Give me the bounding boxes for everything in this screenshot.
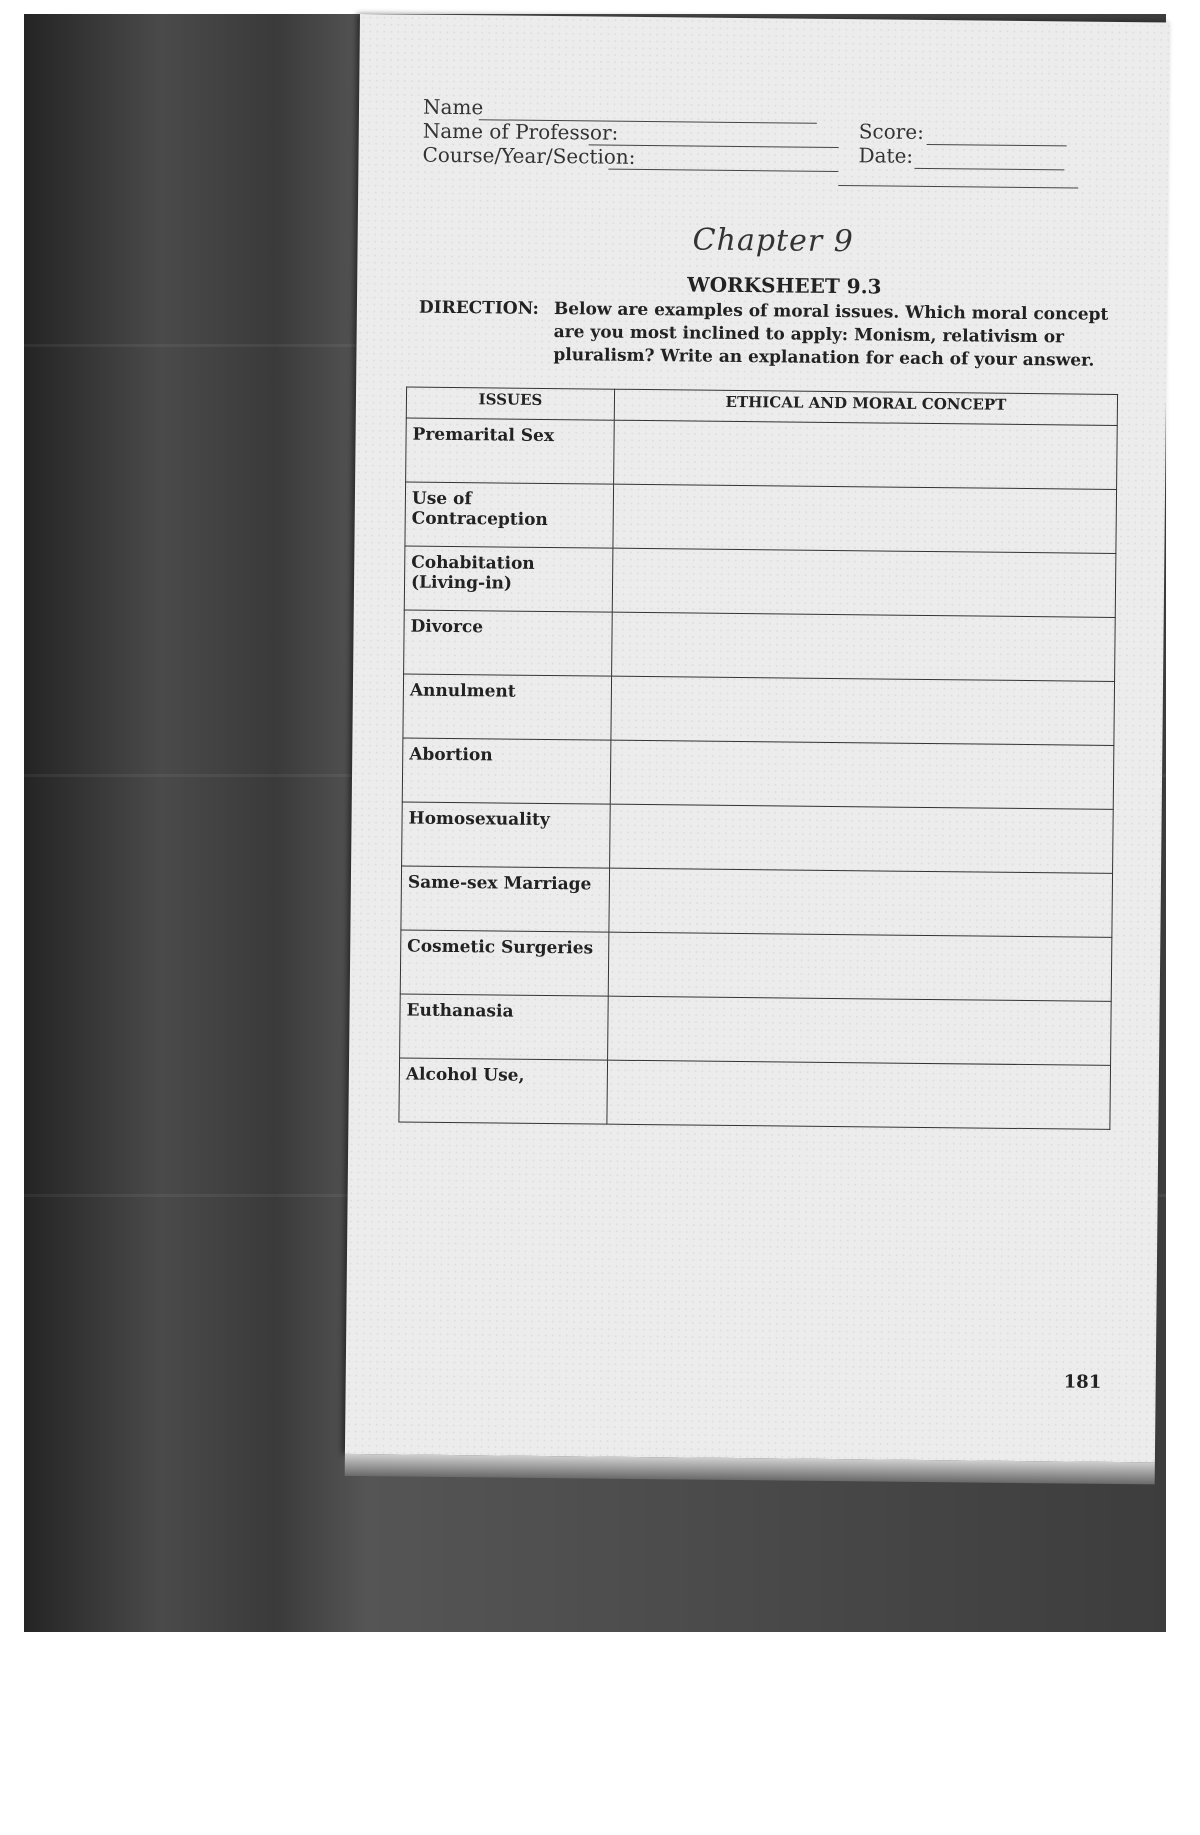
direction-block — [418, 297, 1109, 373]
issue-cell: Cosmetic Surgeries — [400, 930, 609, 996]
course-line — [608, 169, 838, 172]
table-row — [404, 546, 1116, 617]
answer-cell[interactable] — [611, 676, 1115, 745]
course-label: Course/Year/Section: — [422, 142, 636, 169]
worksheet-title: WORKSHEET 9.3 — [687, 272, 882, 299]
issue-cell: Use of Contraception — [405, 482, 614, 548]
answer-cell[interactable] — [613, 484, 1117, 553]
table-row — [404, 610, 1116, 681]
date-line — [914, 168, 1064, 171]
issue-cell: Alcohol Use, — [399, 1058, 608, 1124]
handwritten-note: Chapter 9 — [692, 222, 854, 260]
table-row — [401, 866, 1113, 937]
issues-header: ISSUES — [406, 387, 614, 420]
table-row — [405, 482, 1117, 553]
table-row — [399, 1058, 1111, 1129]
table-row — [406, 418, 1118, 489]
answer-cell[interactable] — [612, 612, 1116, 681]
answer-cell[interactable] — [607, 1060, 1111, 1129]
issue-cell: Annulment — [403, 674, 612, 740]
date-label: Date: — [858, 143, 914, 168]
table-row — [402, 802, 1114, 873]
answer-cell[interactable] — [610, 804, 1114, 873]
direction-text: Below are examples of moral issues. Which moral concept are you most inclined to apply: Monism, relativism or pluralism? Write an explanation for each of your answer. — [553, 299, 1109, 371]
issue-cell: Premarital Sex — [406, 418, 615, 484]
score-line — [927, 144, 1067, 146]
score-label: Score: — [858, 119, 924, 144]
name-label: Name — [422, 94, 484, 120]
answer-cell[interactable] — [608, 932, 1112, 1001]
answer-cell[interactable] — [614, 420, 1118, 489]
table-row — [403, 674, 1115, 745]
answer-cell[interactable] — [609, 868, 1113, 937]
direction-label: DIRECTION: — [418, 297, 539, 319]
table-row — [400, 930, 1112, 1001]
issue-cell: Same-sex Marriage — [401, 866, 610, 932]
table-row — [400, 994, 1112, 1065]
issue-cell: Abortion — [402, 738, 611, 804]
issue-cell: Euthanasia — [400, 994, 609, 1060]
page-number: 181 — [1063, 1371, 1102, 1393]
issue-cell: Cohabitation (Living-in) — [404, 546, 613, 612]
worksheet-page — [345, 14, 1170, 1462]
issues-table — [398, 387, 1118, 1130]
extra-line — [838, 185, 1078, 189]
issue-cell: Homosexuality — [402, 802, 611, 868]
issue-cell: Divorce — [404, 610, 613, 676]
answer-cell[interactable] — [608, 996, 1112, 1065]
table-row — [402, 738, 1114, 809]
answer-cell[interactable] — [612, 548, 1116, 617]
answer-cell[interactable] — [610, 740, 1114, 809]
professor-label: Name of Professor: — [422, 118, 619, 145]
concept-header: ETHICAL AND MORAL CONCEPT — [614, 389, 1117, 425]
